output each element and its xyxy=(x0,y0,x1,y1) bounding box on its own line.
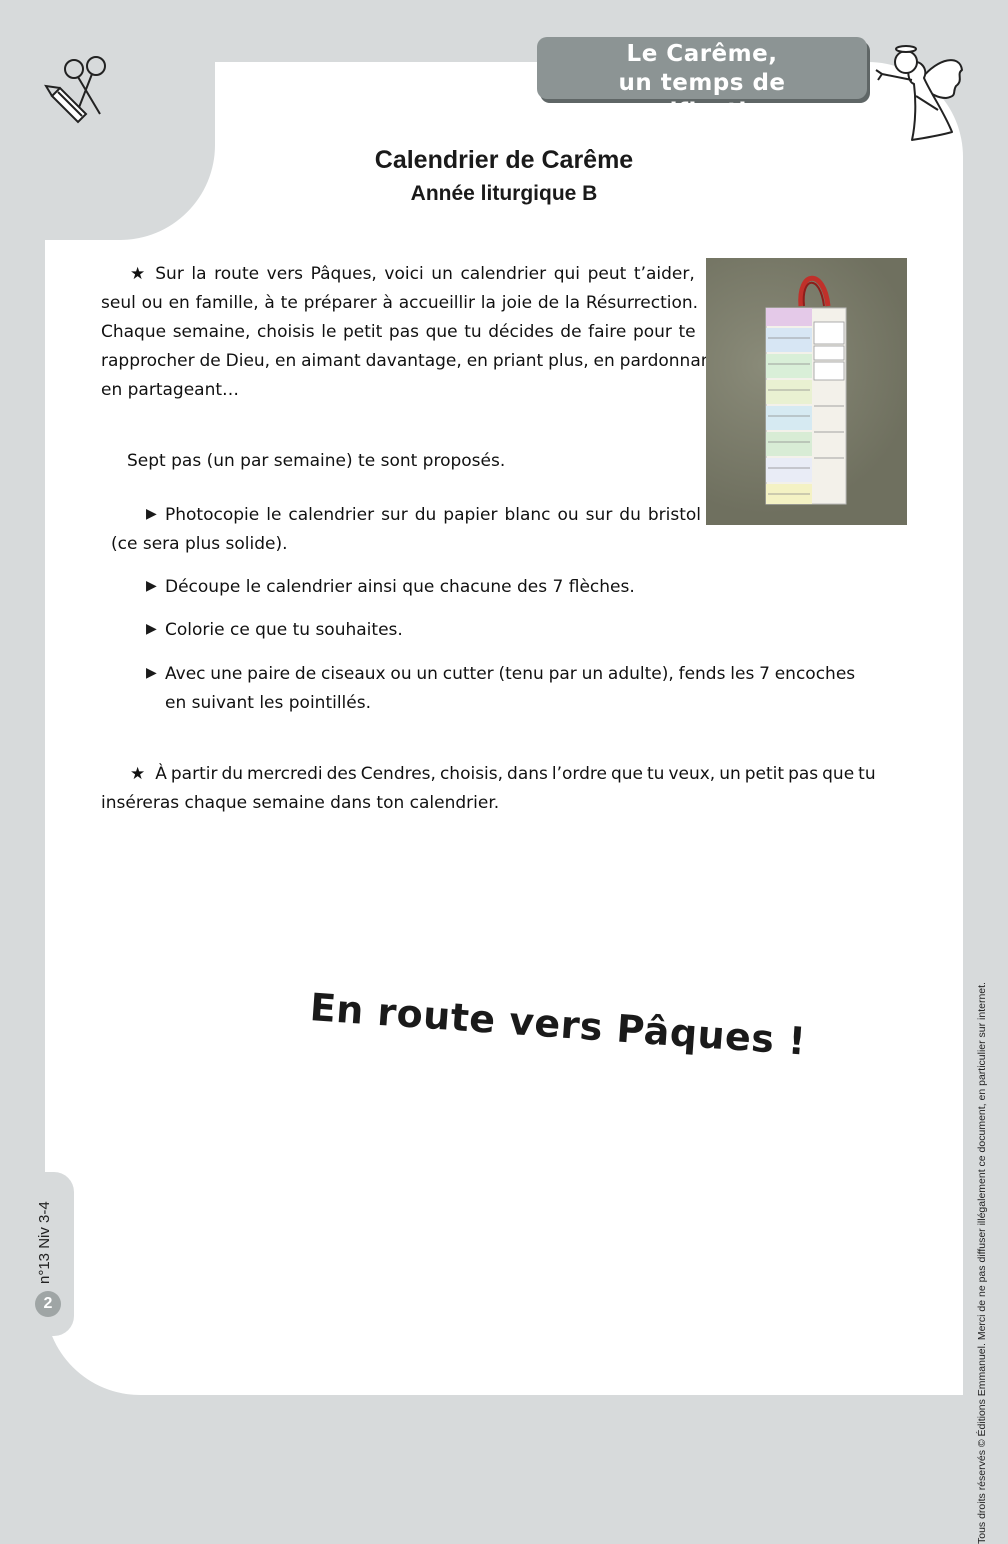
triangle-bullet-icon: ▶ xyxy=(146,578,157,594)
closing-line-1: ★ À partir du mercredi des Cendres, choisis, dans l’ordre que tu veux, un petit pas que tu xyxy=(130,764,876,784)
step-4-line-2: en suivant les pointillés. xyxy=(165,693,372,713)
copyright-notice: Tous droits réservés © Éditions Emmanuel. Merci de ne pas diffuser illégalement ce document, en particulier sur internet. xyxy=(976,982,988,1544)
step-4-line-1: Avec une paire de ciseaux ou un cutter (tenu par un adulte), fends les 7 encoches xyxy=(165,664,856,684)
star-icon: ★ xyxy=(130,764,146,784)
theme-line-1: Le Carême, xyxy=(626,41,778,67)
page-title: Calendrier de Carême xyxy=(374,146,634,174)
slogan: En route vers Pâques ! xyxy=(308,985,808,1064)
page-number: 2 xyxy=(35,1291,61,1317)
issue-label: n°13 Niv 3-4 xyxy=(36,1201,53,1284)
triangle-bullet-icon: ▶ xyxy=(146,621,157,637)
step-1-line-2: (ce sera plus solide). xyxy=(111,534,288,554)
intro-line-5: en partageant… xyxy=(101,380,240,400)
calendar-photo xyxy=(706,258,907,525)
steps-intro: Sept pas (un par semaine) te sont proposés. xyxy=(127,451,506,471)
intro-line-3: Chaque semaine, choisis le petit pas que tu décides de faire pour te xyxy=(101,322,696,342)
step-2: Découpe le calendrier ainsi que chacune des 7 flèches. xyxy=(165,577,635,597)
angel-icon xyxy=(872,40,968,144)
triangle-bullet-icon: ▶ xyxy=(146,665,157,681)
star-icon: ★ xyxy=(130,264,146,284)
triangle-bullet-icon: ▶ xyxy=(146,506,157,522)
theme-line-2: un temps de purification xyxy=(618,70,786,125)
step-3: Colorie ce que tu souhaites. xyxy=(165,620,403,640)
intro-line-1: ★ Sur la route vers Pâques, voici un calendrier qui peut t’aider, xyxy=(130,264,695,284)
step-1-line-1: Photocopie le calendrier sur du papier blanc ou sur du bristol xyxy=(165,505,702,525)
intro-line-4: rapprocher de Dieu, en aimant davantage, en priant plus, en pardonnant, xyxy=(101,351,724,371)
closing-line-2: inséreras chaque semaine dans ton calendrier. xyxy=(101,793,500,813)
theme-banner xyxy=(537,37,867,125)
intro-line-2: seul ou en famille, à te préparer à accueillir la joie de la Résurrection. xyxy=(101,293,699,313)
page-subtitle: Année liturgique B xyxy=(410,182,598,205)
scissors-icon xyxy=(44,52,124,132)
